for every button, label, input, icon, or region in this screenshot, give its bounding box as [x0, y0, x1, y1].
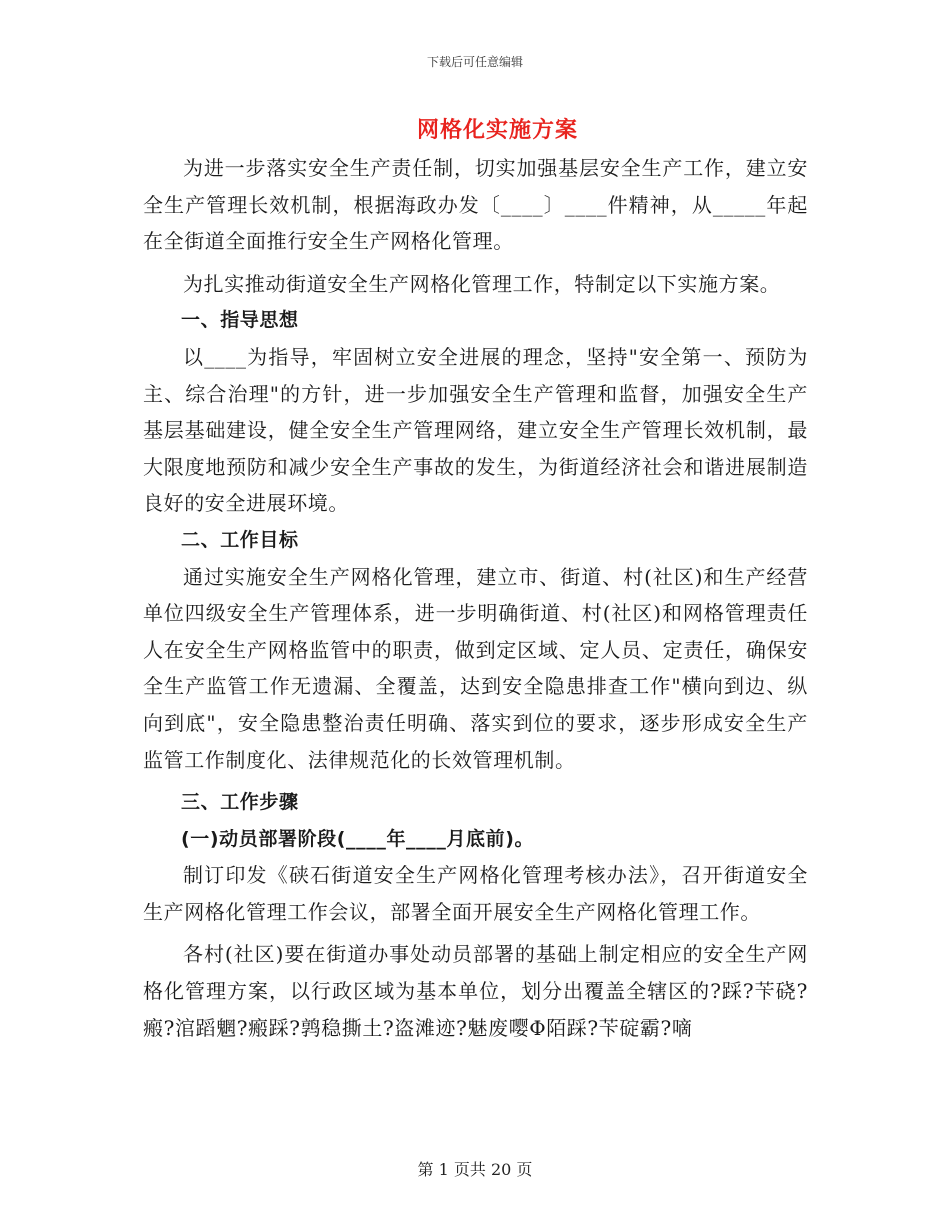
- subheading-mobilization: (一)动员部署阶段(____年____月底前)。: [181, 827, 535, 850]
- document-title: 网格化实施方案: [416, 117, 578, 143]
- heading-work-steps: 三、工作步骤: [181, 791, 299, 814]
- paragraph-intro-2: 为扎实推动街道安全生产网格化管理工作，特制定以下实施方案。: [183, 271, 781, 296]
- paragraph-intro-1: 为进一步落实安全生产责任制，切实加强基层安全生产工作，建立安全生产管理长效机制，根据海政办发〔____〕____件精神，从_____年起在全街道全面推行安全生产网格化管理。: [143, 156, 808, 254]
- paragraph-guiding-ideology: 以____为指导，牢固树立安全进展的理念，坚持"安全第一、预防为主、综合治理"的方针，进一步加强安全生产管理和监督，加强安全生产基层基础建设，健全安全生产管理网络，建立安全生产管理长效机制，最大限度地预防和减少安全生产事故的发生，为街道经济社会和谐进展制造良好的安全进展环境。: [143, 344, 808, 516]
- header-note: 下载后可任意编辑: [426, 55, 523, 69]
- document-body: [143, 150, 808, 1046]
- paragraph-work-goals: 通过实施安全生产网格化管理，建立市、街道、村(社区)和生产经营单位四级安全生产管理体系，进一步明确街道、村(社区)和网格管理责任人在安全生产网格监管中的职责，做到定区域、定人员、定责任，确保安全生产监管工作无遗漏、全覆盖，达到安全隐患排查工作"横向到边、纵向到底"，安全隐患整治责任明确、落实到位的要求，逐步形成安全生产监管工作制度化、法律规范化的长效管理机制。: [143, 564, 808, 772]
- paragraph-mobilization: 制订印发《硖石街道安全生产网格化管理考核办法》，召开街道安全生产网格化管理工作会议，部署全面开展安全生产网格化管理工作。: [143, 863, 808, 924]
- page-footer: 第 1 页共 20 页: [417, 1160, 533, 1179]
- heading-guiding-ideology: 一、指导思想: [181, 309, 299, 332]
- paragraph-village-plan: 各村(社区)要在街道办事处动员部署的基础上制定相应的安全生产网格化管理方案，以行政区域为基本单位，划分出覆盖全辖区的?踩?苄硗?瘢?涫蹈魍?瘢踩?鹑稳撕土?盗滩迹?魅废嘤Φ陌踩?苄碇霸?嘀: [143, 942, 808, 1040]
- heading-work-goals: 二、工作目标: [181, 528, 299, 551]
